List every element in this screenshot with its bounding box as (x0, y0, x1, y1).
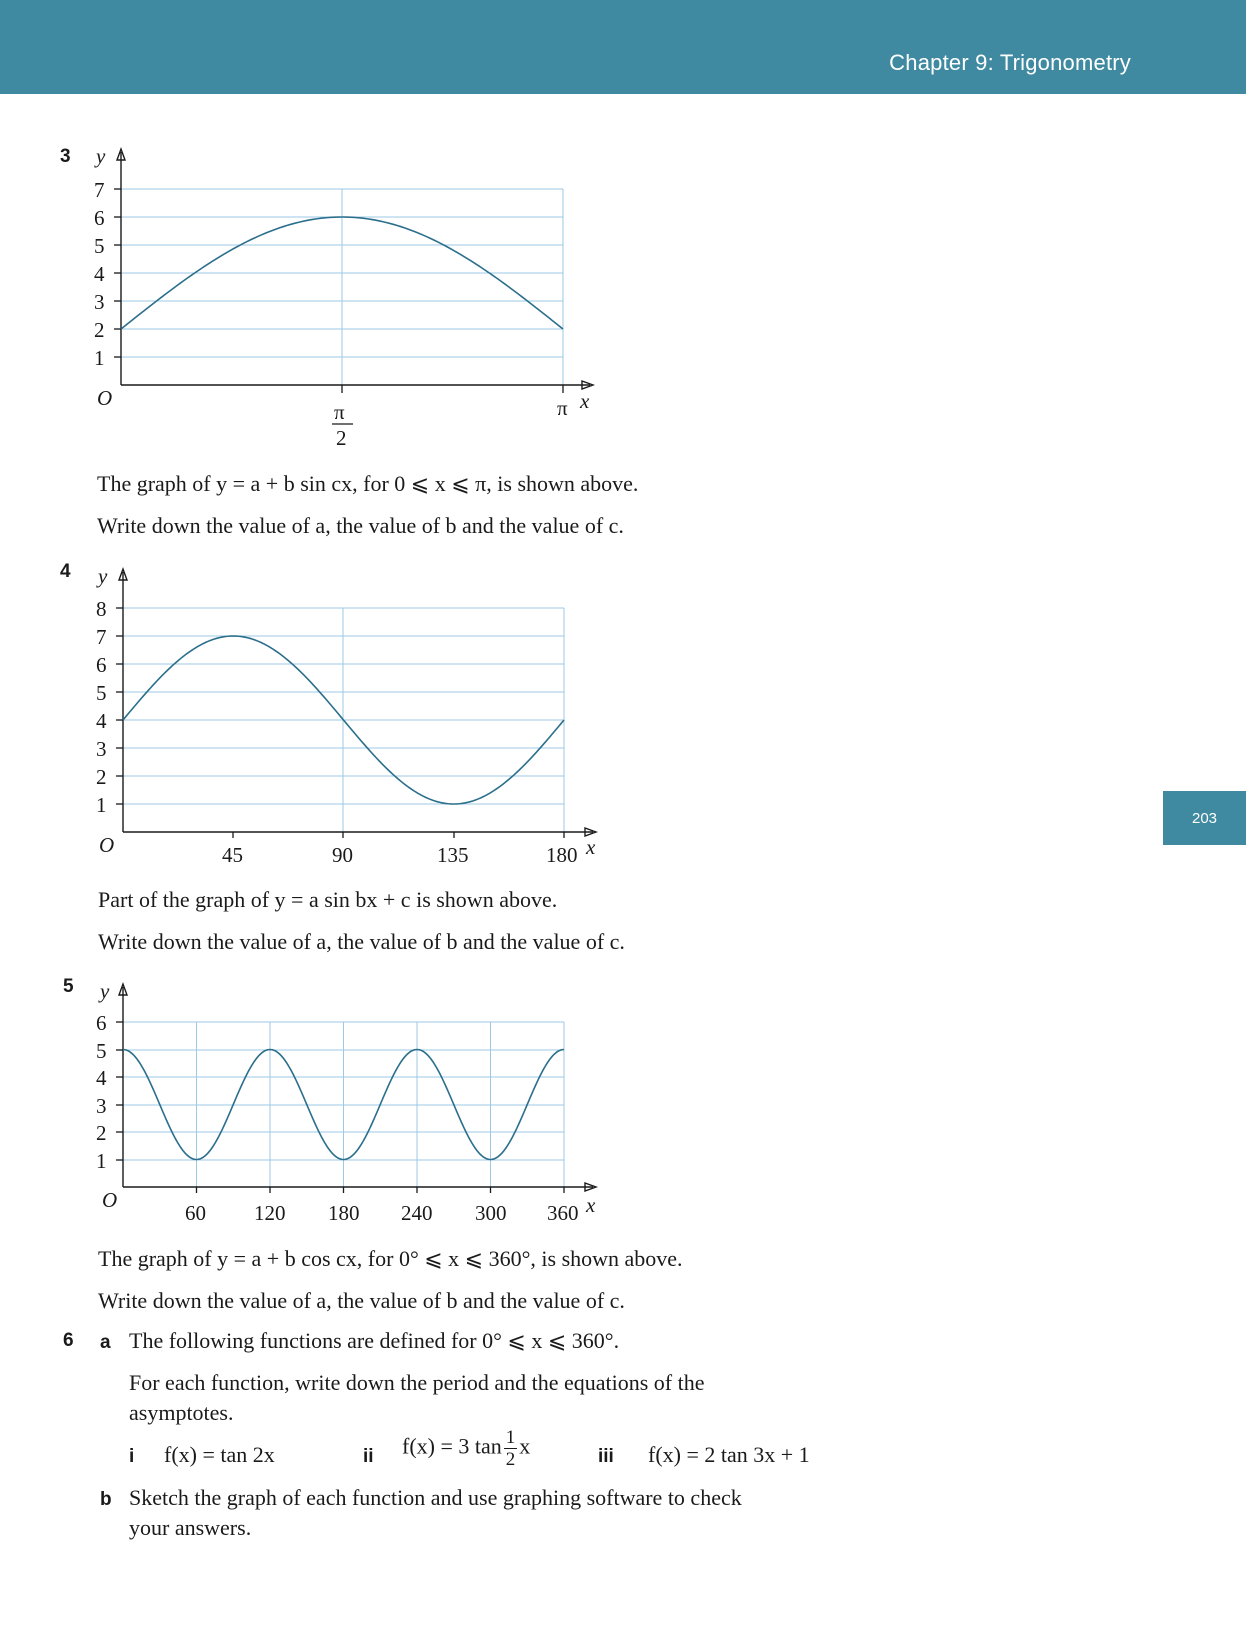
y-tick-label: 1 (96, 793, 107, 817)
y-tick-label: 5 (96, 1039, 107, 1063)
y-tick-label: 3 (96, 737, 107, 761)
y-tick-label: 8 (96, 597, 107, 621)
y-tick-label: 4 (96, 1066, 107, 1090)
y-tick-label: 5 (94, 234, 105, 258)
x-tick-label: 135 (437, 843, 469, 867)
fraction (504, 1428, 518, 1469)
graph-q3 (80, 140, 620, 460)
x-tick-label: 180 (328, 1201, 360, 1225)
grid (123, 1022, 564, 1187)
sub-label: b (100, 1489, 112, 1510)
part-label: iii (598, 1446, 614, 1467)
y-axis-label: y (100, 979, 110, 1003)
function-expression (402, 1428, 530, 1469)
y-axis-label: y (98, 564, 108, 588)
x-tick-label: 45 (222, 843, 243, 867)
x-axis-label: x (586, 835, 596, 859)
origin-label: O (99, 833, 115, 857)
x-tick-label: 180 (546, 843, 578, 867)
function-expression: f(x) = tan 2x (164, 1442, 275, 1467)
question-text: Sketch the graph of each function and use graphing software to check (129, 1485, 742, 1510)
graph-q4 (80, 560, 620, 870)
part-ii (363, 1441, 374, 1470)
x-tick-label: 60 (185, 1201, 206, 1225)
tick-labels (96, 564, 596, 867)
y-axis-label: y (96, 144, 106, 168)
x-tick-label: 2 (336, 426, 347, 450)
y-tick-label: 6 (96, 1011, 107, 1035)
y-tick-label: 4 (96, 709, 107, 733)
fraction-denominator: 2 (505, 1449, 516, 1470)
axes (116, 984, 596, 1193)
x-tick-label: 360 (547, 1201, 579, 1225)
x-axis-label: x (586, 1193, 596, 1217)
page-number-tab: 203 (1163, 791, 1246, 845)
x-tick-label: 240 (401, 1201, 433, 1225)
question-text: Write down the value of a, the value of b and the value of c. (98, 1288, 625, 1313)
x-tick-label: π (334, 400, 345, 424)
grid (121, 189, 563, 385)
y-tick-label: 6 (94, 206, 105, 230)
function-expression: f(x) = 2 tan 3x + 1 (648, 1442, 810, 1467)
expr-part: x (519, 1433, 531, 1459)
y-tick-label: 3 (96, 1094, 107, 1118)
x-tick-label: π (557, 396, 568, 420)
y-tick-label: 5 (96, 681, 107, 705)
chapter-title: Chapter 9: Trigonometry (889, 50, 1131, 75)
question-text: Part of the graph of y = a sin bx + c is shown above. (98, 887, 558, 912)
x-tick-label: 90 (332, 843, 353, 867)
sub-question-a (100, 1327, 111, 1356)
graph-q5 (80, 975, 620, 1240)
x-axis-label: x (580, 389, 590, 413)
expr-part: f(x) = 3 tan (402, 1433, 502, 1459)
y-tick-label: 1 (94, 346, 105, 370)
y-tick-label: 2 (96, 1121, 107, 1145)
axes (114, 149, 593, 393)
question-number: 6 (63, 1330, 74, 1351)
axes (116, 569, 596, 838)
x-tick-label: 300 (475, 1201, 507, 1225)
question-text: The graph of y = a + b sin cx, for 0 ⩽ x ⩽ π, is shown above. (97, 471, 639, 496)
question-text: The following functions are defined for 0° ⩽ x ⩽ 360°. (129, 1328, 620, 1353)
question-text: your answers. (129, 1515, 252, 1540)
fraction-numerator: 1 (505, 1427, 516, 1448)
y-tick-label: 4 (94, 262, 105, 286)
question-text: Write down the value of a, the value of b and the value of c. (97, 513, 624, 538)
question-text: Write down the value of a, the value of b and the value of c. (98, 929, 625, 954)
y-tick-label: 7 (96, 625, 107, 649)
origin-label: O (97, 386, 113, 410)
sub-label: a (100, 1332, 111, 1353)
header-band (0, 0, 1246, 94)
question-number: 4 (60, 561, 71, 582)
part-label: ii (363, 1446, 374, 1467)
question-text: asymptotes. (129, 1400, 234, 1425)
question-number: 3 (60, 146, 71, 167)
origin-label: O (102, 1188, 118, 1212)
y-tick-label: 2 (94, 318, 105, 342)
y-tick-label: 7 (94, 178, 105, 202)
part-label: i (129, 1446, 135, 1467)
x-tick-label: 120 (254, 1201, 286, 1225)
question-number: 5 (63, 976, 74, 997)
part-i (129, 1441, 134, 1470)
sub-question-b (100, 1484, 112, 1513)
y-tick-label: 1 (96, 1149, 107, 1173)
y-tick-label: 3 (94, 290, 105, 314)
y-tick-label: 6 (96, 653, 107, 677)
part-iii (598, 1441, 614, 1470)
question-text: For each function, write down the period and the equations of the (129, 1370, 705, 1395)
tick-labels (96, 979, 596, 1225)
question-text: The graph of y = a + b cos cx, for 0° ⩽ x ⩽ 360°, is shown above. (98, 1246, 683, 1271)
y-tick-label: 2 (96, 765, 107, 789)
